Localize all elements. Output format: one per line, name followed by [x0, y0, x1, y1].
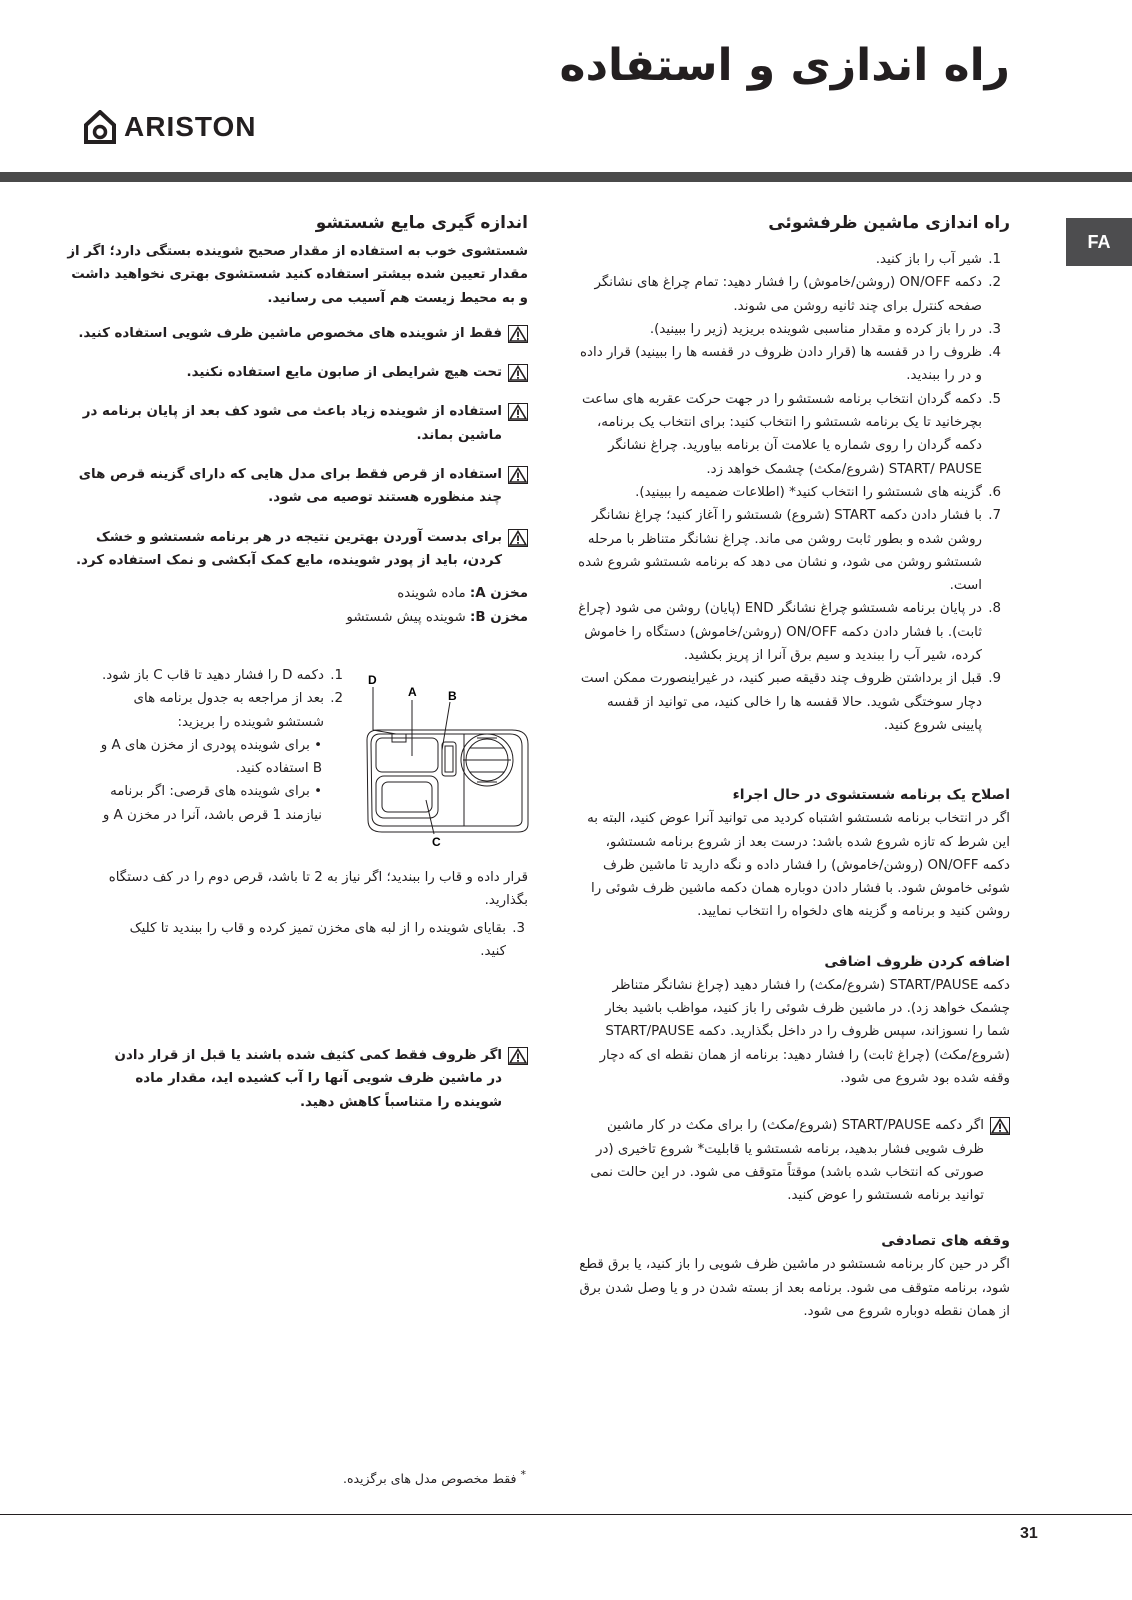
warning-icon	[508, 403, 528, 421]
dispenser-steps	[100, 664, 346, 827]
startup-step: 3. در را باز کرده و مقدار مناسبی شوینده بریزید (زیر را ببینید).	[578, 318, 984, 341]
pause-warning-text: اگر دکمه START/PAUSE (شروع/مکث) را برای مکث در کار ماشین ظرف شویی فشار بدهید، برنامه شستشو یا قابلیت* شروع تاخیری (در صورتی که انتخاب شده باشد) موقتاً متوقف می شود. در این حالت نمی توانید برنامه شستشو را عوض کنید.	[590, 1118, 984, 1204]
compartment-a-text: ماده شوینده	[397, 586, 466, 602]
compartment-a-label: مخزن A:	[469, 586, 528, 602]
correction-heading: اصلاح یک برنامه شستشوی در حال اجراء	[732, 787, 1010, 804]
adding-text: دکمه START/PAUSE (شروع/مکث) را فشار دهید (چراغ نشانگر متناظر چشمک خواهد زد). در ماشین ظرف شوئی را باز کنید، مواظب باشید بخار شما را نسوزاند، سپس ظروف را در داخل بگذارید. دکمه START/PAUSE (شروع/مکث) (چراغ ثابت) را فشار دهید: برنامه از همان نقطه ای که دچار وقفه شده بود شروع می شود.	[599, 977, 1010, 1086]
dispenser-step: 1. دکمه D را فشار دهید تا قاب C باز شود.	[100, 664, 326, 687]
page-number: 31	[1020, 1525, 1038, 1542]
light-soil-warning	[98, 1044, 528, 1114]
dispenser-step-text: بعد از مراجعه به جدول برنامه های شستشو شوینده را بریزید:	[133, 691, 324, 730]
warning-icon	[508, 529, 528, 547]
startup-step: 1. شیر آب را باز کنید.	[578, 248, 984, 271]
interruptions-text: اگر در حین کار برنامه شستشو در ماشین ظرف شویی را باز کنید، یا برق قطع شود، برنامه متوقف می شود. برنامه بعد از بسته شدن در و یا وصل شدن برق از همان نقطه دوباره شروع می شود.	[579, 1257, 1010, 1319]
warning-icon	[990, 1117, 1010, 1135]
footnote	[343, 1468, 526, 1486]
startup-steps	[578, 248, 1010, 737]
warning-icon	[508, 364, 528, 382]
compartment-b-label: مخزن B:	[470, 609, 528, 625]
detergent-bullets	[100, 734, 324, 827]
warning-icon	[508, 1047, 528, 1065]
detergent-bullet: • برای شوینده های قرصی: اگر برنامه نیازمند 1 قرص باشد، آنرا در مخزن A و	[102, 784, 322, 823]
compartment-b	[62, 606, 528, 629]
diagram-label-a: A	[408, 685, 417, 699]
footer-divider	[0, 1514, 1132, 1515]
detergent-warning	[62, 400, 528, 447]
warning-icon	[508, 325, 528, 343]
detergent-warning	[62, 322, 528, 345]
footnote-mark: *	[520, 1468, 526, 1481]
dispenser-step-continued: قرار داده و قاب را ببندید؛ اگر نیاز به 2 تا باشد، قرص دوم را در کف دستگاه بگذارید.	[108, 870, 528, 909]
detergent-warning	[62, 526, 528, 573]
warning-text: استفاده از قرص فقط برای مدل هایی که دارای گزینه قرص های چند منظوره هستند توصیه می شود.	[78, 467, 502, 506]
startup-step: 7. با فشار دادن دکمه START (شروع) شستشو را آغاز کنید؛ چراغ نشانگر روشن شده و بطور ثابت روشن می ماند. چراغ نشانگر متناظر با مرحله شستشو روشن می شود، و نشان می دهد که برنامه شستشو شروع شده است.	[578, 504, 984, 597]
warning-text: استفاده از شوینده زیاد باعث می شود کف بعد از پایان برنامه در ماشین بماند.	[82, 404, 502, 443]
left-column	[62, 210, 528, 629]
dispenser-step: 3. بقایای شوینده را از لبه های مخزن تمیز کرده و قاب را ببندید تا کلیک کنید.	[100, 917, 508, 964]
dispenser-diagram	[362, 672, 534, 850]
diagram-label-d: D	[368, 673, 377, 687]
light-soil-warning-text: اگر ظروف فقط کمی کثیف شده باشند یا قبل از قرار دادن در ماشین ظرف شویی آنها را آب کشیده اید، مقدار ماده شوینده را متناسباً کاهش دهید.	[114, 1048, 502, 1110]
startup-step: 5. دکمه گردان انتخاب برنامه شستشو را در جهت حرکت عقربه های ساعت بچرخانید تا یک برنامه شستشو را انتخاب کنید: برای انتخاب یک برنامه، دکمه گردان را روی شماره یا علامت آن برنامه بیاورید. چراغ نشانگر START/ PAUSE (شروع/مکث) چشمک خواهد زد.	[578, 388, 984, 481]
adding-heading: اضافه کردن ظروف اضافی	[824, 953, 1010, 970]
warning-icon	[508, 466, 528, 484]
compartment-b-text: شوینده پیش شستشو	[346, 609, 466, 625]
ariston-logo	[84, 108, 257, 146]
bullet-text: برای شوینده های قرصی: اگر برنامه نیازمند 1 قرص باشد، آنرا در مخزن A و	[102, 784, 322, 823]
diagram-label-b: B	[448, 689, 457, 703]
language-tab: FA	[1066, 218, 1132, 266]
dosing-heading: اندازه گیری مایع شستشو	[315, 213, 528, 233]
dispenser-steps-wide	[100, 866, 528, 963]
dispenser-step	[100, 687, 326, 827]
warning-text: تحت هیچ شرایطی از صابون مایع استفاده نکنید.	[186, 365, 502, 381]
right-column	[578, 210, 1010, 1323]
page-title: راه اندازی و استفاده	[559, 40, 1010, 91]
detergent-bullet: • برای شوینده پودری از مخزن های A و B استفاده کنید.	[100, 737, 322, 777]
diagram-label-c: C	[432, 835, 441, 849]
dosing-intro: شستشوی خوب به استفاده از مقدار صحیح شوینده بستگی دارد؛ اگر از مقدار تعیین شده بیشتر استفاده کنید شستشوی بهتری نخواهید داشت و به محیط زیست هم آسیب می رسانید.	[67, 244, 528, 306]
header-divider	[0, 172, 1132, 182]
logo-text: ARISTON	[124, 111, 257, 142]
warning-text: برای بدست آوردن بهترین نتیجه در هر برنامه شستشو و خشک کردن، باید از پودر شوینده، مایع کمک آبکشی و نمک استفاده کرد.	[75, 529, 502, 568]
house-logo-icon	[84, 110, 116, 144]
dispenser-drawing	[367, 687, 528, 834]
warning-text: فقط از شوینده های مخصوص ماشین ظرف شویی استفاده کنید.	[78, 325, 502, 341]
detergent-warning	[62, 463, 528, 510]
compartment-a	[62, 582, 528, 605]
dispenser-steps-narrow	[100, 664, 346, 827]
startup-step: 6. گزینه های شستشو را انتخاب کنید* (اطلاعات ضمیمه را ببینید).	[578, 481, 984, 504]
footnote-text: فقط مخصوص مدل های برگزیده.	[342, 1471, 517, 1487]
startup-heading: راه اندازی ماشین ظرفشوئی	[768, 213, 1010, 233]
startup-step: 4. ظروف را در قفسه ها (قرار دادن ظروف در قفسه ها را ببینید) قرار داده و در را ببندید.	[578, 341, 984, 388]
bullet-text: برای شوینده پودری از مخزن های A و B استفاده کنید.	[100, 737, 322, 777]
dispenser-steps-end	[100, 917, 528, 964]
startup-step: 9. قبل از برداشتن ظروف چند دقیقه صبر کنید، در غیراینصورت ممکن است دچار سوختگی شوید. حالا قفسه ها را خالی کنید، می توانید از قفسه پایینی شروع کنید.	[578, 667, 984, 737]
correction-text: اگر در انتخاب برنامه شستشو اشتباه کردید می توانید آنرا عوض کنید، البته به این شرط که تازه شروع شده باشد: درست بعد از شروع برنامه شستشو، دکمه ON/OFF (روشن/خاموش) را فشار داده و نگه دارید تا ماشین ظرف شوئی خاموش شود. با فشار دادن دوباره همان دکمه ماشین ظرف شوئی را روشن کنید و برنامه و گزینه های دلخواه را انتخاب نمایید.	[587, 811, 1010, 920]
detergent-warning	[62, 361, 528, 384]
startup-step: 2. دکمه ON/OFF (روشن/خاموش) را فشار دهید: تمام چراغ های نشانگر صفحه کنترل برای چند ثانیه روشن می شوند.	[578, 271, 984, 318]
startup-step: 8. در پایان برنامه شستشو چراغ نشانگر END (پایان) روشن می شود (چراغ ثابت). با فشار دادن دکمه ON/OFF (روشن/خاموش) دستگاه را خاموش کرده، شیر آب را ببندید و سیم برق آنرا از پریز بکشید.	[578, 597, 984, 667]
pause-warning	[578, 1114, 1010, 1207]
interruptions-heading: وقفه های تصادفی	[881, 1233, 1010, 1250]
